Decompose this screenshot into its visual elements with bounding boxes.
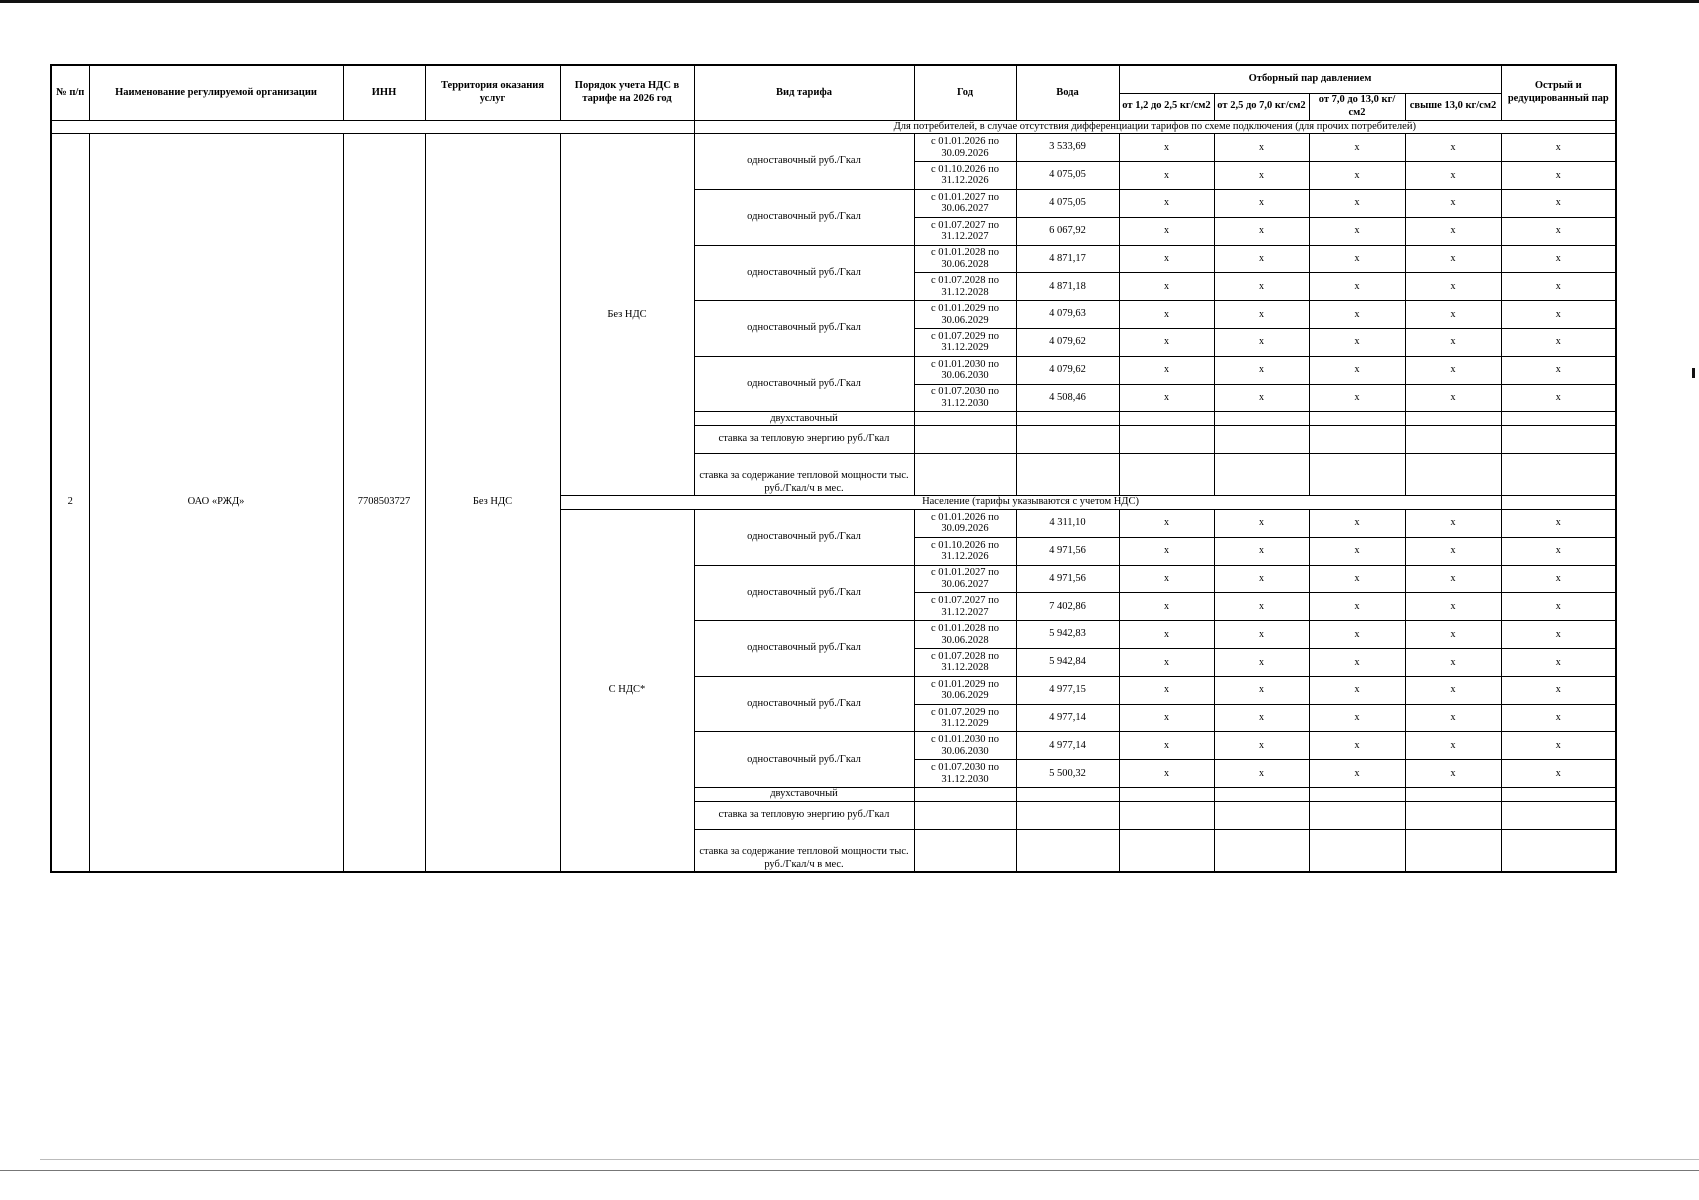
- header-steam-2: от 2,5 до 7,0 кг/см2: [1214, 93, 1309, 120]
- water-value: 4 079,62: [1016, 328, 1119, 356]
- tariff-type-cell: одноставочный руб./Гкал: [694, 565, 914, 621]
- steam-value-s3: x: [1309, 593, 1405, 621]
- steam-value-sharp: x: [1501, 162, 1616, 190]
- steam-value-s4: x: [1405, 704, 1501, 732]
- water-value: 7 402,86: [1016, 593, 1119, 621]
- empty-cell: [1016, 426, 1119, 454]
- scan-edge-mark: [1692, 368, 1695, 378]
- empty-cell: [1405, 829, 1501, 872]
- period-cell: с 01.07.2029 по 31.12.2029: [914, 328, 1016, 356]
- steam-value-s2: x: [1214, 301, 1309, 329]
- steam-value-s3: x: [1309, 162, 1405, 190]
- steam-value-s2: x: [1214, 565, 1309, 593]
- steam-value-s3: x: [1309, 189, 1405, 217]
- steam-value-sharp: x: [1501, 273, 1616, 301]
- steam-value-s3: x: [1309, 384, 1405, 412]
- empty-cell: [914, 412, 1016, 426]
- steam-value-s4: x: [1405, 301, 1501, 329]
- steam-value-sharp: x: [1501, 509, 1616, 537]
- steam-value-s3: x: [1309, 509, 1405, 537]
- water-value: 4 971,56: [1016, 537, 1119, 565]
- steam-value-s1: x: [1119, 356, 1214, 384]
- water-value: 4 075,05: [1016, 189, 1119, 217]
- empty-cell: [914, 829, 1016, 872]
- header-year: Год: [914, 65, 1016, 120]
- period-cell: с 01.01.2029 по 30.06.2029: [914, 301, 1016, 329]
- water-value: 4 977,14: [1016, 732, 1119, 760]
- steam-value-s3: x: [1309, 134, 1405, 162]
- steam-value-s4: x: [1405, 732, 1501, 760]
- two-part-row-label: двухставочный: [694, 788, 914, 802]
- steam-value-s3: x: [1309, 621, 1405, 649]
- steam-value-s2: x: [1214, 217, 1309, 245]
- steam-value-s4: x: [1405, 162, 1501, 190]
- water-value: 5 942,84: [1016, 649, 1119, 677]
- steam-value-s1: x: [1119, 649, 1214, 677]
- empty-cell: [1501, 412, 1616, 426]
- steam-value-s1: x: [1119, 273, 1214, 301]
- tariff-type-cell: одноставочный руб./Гкал: [694, 676, 914, 732]
- steam-value-s1: x: [1119, 537, 1214, 565]
- water-value: 4 871,17: [1016, 245, 1119, 273]
- steam-value-sharp: x: [1501, 189, 1616, 217]
- vat-order-cell: Без НДС: [560, 134, 694, 496]
- steam-value-s1: x: [1119, 245, 1214, 273]
- tariff-type-cell: одноставочный руб./Гкал: [694, 301, 914, 357]
- org-inn: 7708503727: [343, 134, 425, 872]
- period-cell: с 01.01.2027 по 30.06.2027: [914, 565, 1016, 593]
- steam-value-s2: x: [1214, 162, 1309, 190]
- empty-cell: [1016, 788, 1119, 802]
- table-body: [51, 120, 1616, 872]
- steam-value-s2: x: [1214, 509, 1309, 537]
- steam-value-s2: x: [1214, 621, 1309, 649]
- header-num: № п/п: [51, 65, 89, 120]
- empty-cell: [1214, 829, 1309, 872]
- steam-value-s1: x: [1119, 328, 1214, 356]
- water-value: 4 971,56: [1016, 565, 1119, 593]
- empty-cell: [1016, 829, 1119, 872]
- steam-value-s3: x: [1309, 704, 1405, 732]
- steam-value-s4: x: [1405, 760, 1501, 788]
- steam-value-s2: x: [1214, 649, 1309, 677]
- header-steam-3: от 7,0 до 13,0 кг/см2: [1309, 93, 1405, 120]
- steam-value-s4: x: [1405, 217, 1501, 245]
- empty-cell: [1119, 426, 1214, 454]
- period-cell: с 01.01.2026 по 30.09.2026: [914, 509, 1016, 537]
- steam-value-s2: x: [1214, 704, 1309, 732]
- steam-value-s2: x: [1214, 273, 1309, 301]
- empty-cell: [1016, 453, 1119, 495]
- empty-cell: [1501, 801, 1616, 829]
- org-territory: Без НДС: [425, 134, 560, 872]
- empty-cell: [1309, 453, 1405, 495]
- steam-value-s4: x: [1405, 328, 1501, 356]
- empty-cell: [1405, 453, 1501, 495]
- water-value: 4 508,46: [1016, 384, 1119, 412]
- tariff-table: [50, 64, 1617, 873]
- section2-title: Население (тарифы указываются с учетом НДС): [560, 496, 1501, 510]
- steam-value-s2: x: [1214, 732, 1309, 760]
- header-inn: ИНН: [343, 65, 425, 120]
- header-territory: Территория оказания услуг: [425, 65, 560, 120]
- steam-value-s4: x: [1405, 649, 1501, 677]
- empty-cell: [1309, 788, 1405, 802]
- period-cell: с 01.01.2030 по 30.06.2030: [914, 732, 1016, 760]
- steam-value-s1: x: [1119, 301, 1214, 329]
- header-water: Вода: [1016, 65, 1119, 120]
- empty-cell: [1214, 412, 1309, 426]
- empty-cell: [1214, 801, 1309, 829]
- empty-cell: [914, 801, 1016, 829]
- two-part-row-label: двухставочный: [694, 412, 914, 426]
- steam-value-s3: x: [1309, 537, 1405, 565]
- period-cell: с 01.07.2030 по 31.12.2030: [914, 760, 1016, 788]
- steam-value-s4: x: [1405, 676, 1501, 704]
- tariff-type-cell: одноставочный руб./Гкал: [694, 189, 914, 245]
- header-row: [51, 65, 1616, 93]
- water-value: 4 311,10: [1016, 509, 1119, 537]
- steam-value-s1: x: [1119, 384, 1214, 412]
- empty-cell: [1405, 788, 1501, 802]
- section1-title-row: [51, 120, 1616, 134]
- period-cell: с 01.07.2028 по 31.12.2028: [914, 649, 1016, 677]
- period-cell: с 01.07.2027 по 31.12.2027: [914, 593, 1016, 621]
- steam-value-s1: x: [1119, 134, 1214, 162]
- header-steam-group: Отборный пар давлением: [1119, 65, 1501, 93]
- scan-top-edge: [0, 0, 1699, 3]
- water-value: 5 942,83: [1016, 621, 1119, 649]
- steam-value-s4: x: [1405, 593, 1501, 621]
- steam-value-sharp: x: [1501, 676, 1616, 704]
- steam-value-s1: x: [1119, 621, 1214, 649]
- steam-value-s4: x: [1405, 273, 1501, 301]
- steam-value-s1: x: [1119, 676, 1214, 704]
- steam-value-sharp: x: [1501, 593, 1616, 621]
- steam-value-s4: x: [1405, 537, 1501, 565]
- scan-bottom-line: [0, 1170, 1699, 1171]
- steam-value-s2: x: [1214, 245, 1309, 273]
- capacity-rate-row-label: ставка за содержание тепловой мощности тыс. руб./Гкал/ч в мес.: [694, 453, 914, 495]
- steam-value-s1: x: [1119, 704, 1214, 732]
- water-value: 5 500,32: [1016, 760, 1119, 788]
- period-cell: с 01.01.2028 по 30.06.2028: [914, 621, 1016, 649]
- period-cell: с 01.01.2030 по 30.06.2030: [914, 356, 1016, 384]
- header-tariff-type: Вид тарифа: [694, 65, 914, 120]
- scan-fold-line: [40, 1159, 1699, 1160]
- tariff-type-cell: одноставочный руб./Гкал: [694, 356, 914, 412]
- capacity-rate-row-label: ставка за содержание тепловой мощности тыс. руб./Гкал/ч в мес.: [694, 829, 914, 872]
- steam-value-sharp: x: [1501, 245, 1616, 273]
- empty-cell: [914, 426, 1016, 454]
- vat-order-cell: С НДС*: [560, 509, 694, 872]
- tariff-type-cell: одноставочный руб./Гкал: [694, 245, 914, 301]
- water-value: 4 075,05: [1016, 162, 1119, 190]
- header-steam-1: от 1,2 до 2,5 кг/см2: [1119, 93, 1214, 120]
- water-value: 4 977,14: [1016, 704, 1119, 732]
- tariff-type-cell: одноставочный руб./Гкал: [694, 621, 914, 677]
- steam-value-s3: x: [1309, 328, 1405, 356]
- steam-value-s2: x: [1214, 189, 1309, 217]
- empty-cell: [1119, 829, 1214, 872]
- empty-cell: [1214, 788, 1309, 802]
- steam-value-s2: x: [1214, 356, 1309, 384]
- empty-cell: [1016, 412, 1119, 426]
- header-org-name: Наименование регулируемой организации: [89, 65, 343, 120]
- steam-value-sharp: x: [1501, 704, 1616, 732]
- empty-cell: [1501, 453, 1616, 495]
- steam-value-sharp: x: [1501, 537, 1616, 565]
- steam-value-s4: x: [1405, 134, 1501, 162]
- water-value: 4 079,63: [1016, 301, 1119, 329]
- water-value: 3 533,69: [1016, 134, 1119, 162]
- steam-value-s2: x: [1214, 676, 1309, 704]
- empty-cell: [914, 788, 1016, 802]
- empty-cell: [1016, 801, 1119, 829]
- empty-cell: [1119, 412, 1214, 426]
- steam-value-s3: x: [1309, 676, 1405, 704]
- steam-value-s4: x: [1405, 384, 1501, 412]
- section1-title: Для потребителей, в случае отсутствия дифференциации тарифов по схеме подключения (для прочих потребителей): [694, 120, 1616, 134]
- empty-cell: [1405, 412, 1501, 426]
- water-value: 4 871,18: [1016, 273, 1119, 301]
- steam-value-s2: x: [1214, 593, 1309, 621]
- water-value: 6 067,92: [1016, 217, 1119, 245]
- steam-value-sharp: x: [1501, 760, 1616, 788]
- tariff-type-cell: одноставочный руб./Гкал: [694, 134, 914, 190]
- empty-cell: [1214, 426, 1309, 454]
- steam-value-s4: x: [1405, 356, 1501, 384]
- table-row: [51, 134, 1616, 162]
- steam-value-sharp: x: [1501, 565, 1616, 593]
- steam-value-s2: x: [1214, 760, 1309, 788]
- empty-cell: [1405, 801, 1501, 829]
- empty-cell: [914, 453, 1016, 495]
- steam-value-sharp: x: [1501, 732, 1616, 760]
- steam-value-s1: x: [1119, 593, 1214, 621]
- period-cell: с 01.07.2030 по 31.12.2030: [914, 384, 1016, 412]
- steam-value-s1: x: [1119, 509, 1214, 537]
- steam-value-s1: x: [1119, 732, 1214, 760]
- steam-value-s1: x: [1119, 162, 1214, 190]
- steam-value-s2: x: [1214, 537, 1309, 565]
- water-value: 4 977,15: [1016, 676, 1119, 704]
- steam-value-sharp: x: [1501, 649, 1616, 677]
- energy-rate-row-label: ставка за тепловую энергию руб./Гкал: [694, 801, 914, 829]
- period-cell: с 01.07.2029 по 31.12.2029: [914, 704, 1016, 732]
- steam-value-sharp: x: [1501, 621, 1616, 649]
- org-num: 2: [51, 134, 89, 872]
- steam-value-sharp: x: [1501, 328, 1616, 356]
- steam-value-s3: x: [1309, 273, 1405, 301]
- period-cell: с 01.10.2026 по 31.12.2026: [914, 537, 1016, 565]
- empty-cell: [1119, 788, 1214, 802]
- steam-value-sharp: x: [1501, 384, 1616, 412]
- period-cell: с 01.07.2028 по 31.12.2028: [914, 273, 1016, 301]
- steam-value-s2: x: [1214, 384, 1309, 412]
- steam-value-s3: x: [1309, 356, 1405, 384]
- empty-cell: [1119, 801, 1214, 829]
- water-value: 4 079,62: [1016, 356, 1119, 384]
- period-cell: с 01.01.2028 по 30.06.2028: [914, 245, 1016, 273]
- period-cell: с 01.01.2026 по 30.09.2026: [914, 134, 1016, 162]
- steam-value-sharp: x: [1501, 217, 1616, 245]
- steam-value-sharp: x: [1501, 356, 1616, 384]
- steam-value-s3: x: [1309, 732, 1405, 760]
- empty-cell: [1405, 426, 1501, 454]
- header-steam-4: свыше 13,0 кг/см2: [1405, 93, 1501, 120]
- empty-cell: [1119, 453, 1214, 495]
- period-cell: с 01.10.2026 по 31.12.2026: [914, 162, 1016, 190]
- steam-value-s2: x: [1214, 328, 1309, 356]
- steam-value-s1: x: [1119, 217, 1214, 245]
- steam-value-s4: x: [1405, 621, 1501, 649]
- header-vat-order: Порядок учета НДС в тарифе на 2026 год: [560, 65, 694, 120]
- period-cell: с 01.01.2029 по 30.06.2029: [914, 676, 1016, 704]
- steam-value-s3: x: [1309, 565, 1405, 593]
- empty-cell: [1309, 412, 1405, 426]
- tariff-type-cell: одноставочный руб./Гкал: [694, 509, 914, 565]
- steam-value-s4: x: [1405, 565, 1501, 593]
- steam-value-s4: x: [1405, 245, 1501, 273]
- steam-value-sharp: x: [1501, 301, 1616, 329]
- steam-value-s1: x: [1119, 189, 1214, 217]
- empty-cell: [1309, 426, 1405, 454]
- empty-cell: [1309, 801, 1405, 829]
- steam-value-s3: x: [1309, 245, 1405, 273]
- steam-value-s1: x: [1119, 760, 1214, 788]
- empty-cell: [1501, 788, 1616, 802]
- steam-value-s4: x: [1405, 509, 1501, 537]
- period-cell: с 01.07.2027 по 31.12.2027: [914, 217, 1016, 245]
- steam-value-s3: x: [1309, 301, 1405, 329]
- empty-cell: [1214, 453, 1309, 495]
- steam-value-s1: x: [1119, 565, 1214, 593]
- org-name: ОАО «РЖД»: [89, 134, 343, 872]
- header-sharp-steam: Острый и редуцированный пар: [1501, 65, 1616, 120]
- tariff-type-cell: одноставочный руб./Гкал: [694, 732, 914, 788]
- steam-value-s4: x: [1405, 189, 1501, 217]
- steam-value-s2: x: [1214, 134, 1309, 162]
- steam-value-s3: x: [1309, 760, 1405, 788]
- energy-rate-row-label: ставка за тепловую энергию руб./Гкал: [694, 426, 914, 454]
- empty-cell: [1309, 829, 1405, 872]
- steam-value-sharp: x: [1501, 134, 1616, 162]
- steam-value-s3: x: [1309, 649, 1405, 677]
- empty-cell: [1501, 829, 1616, 872]
- empty-cell: [1501, 426, 1616, 454]
- period-cell: с 01.01.2027 по 30.06.2027: [914, 189, 1016, 217]
- steam-value-s3: x: [1309, 217, 1405, 245]
